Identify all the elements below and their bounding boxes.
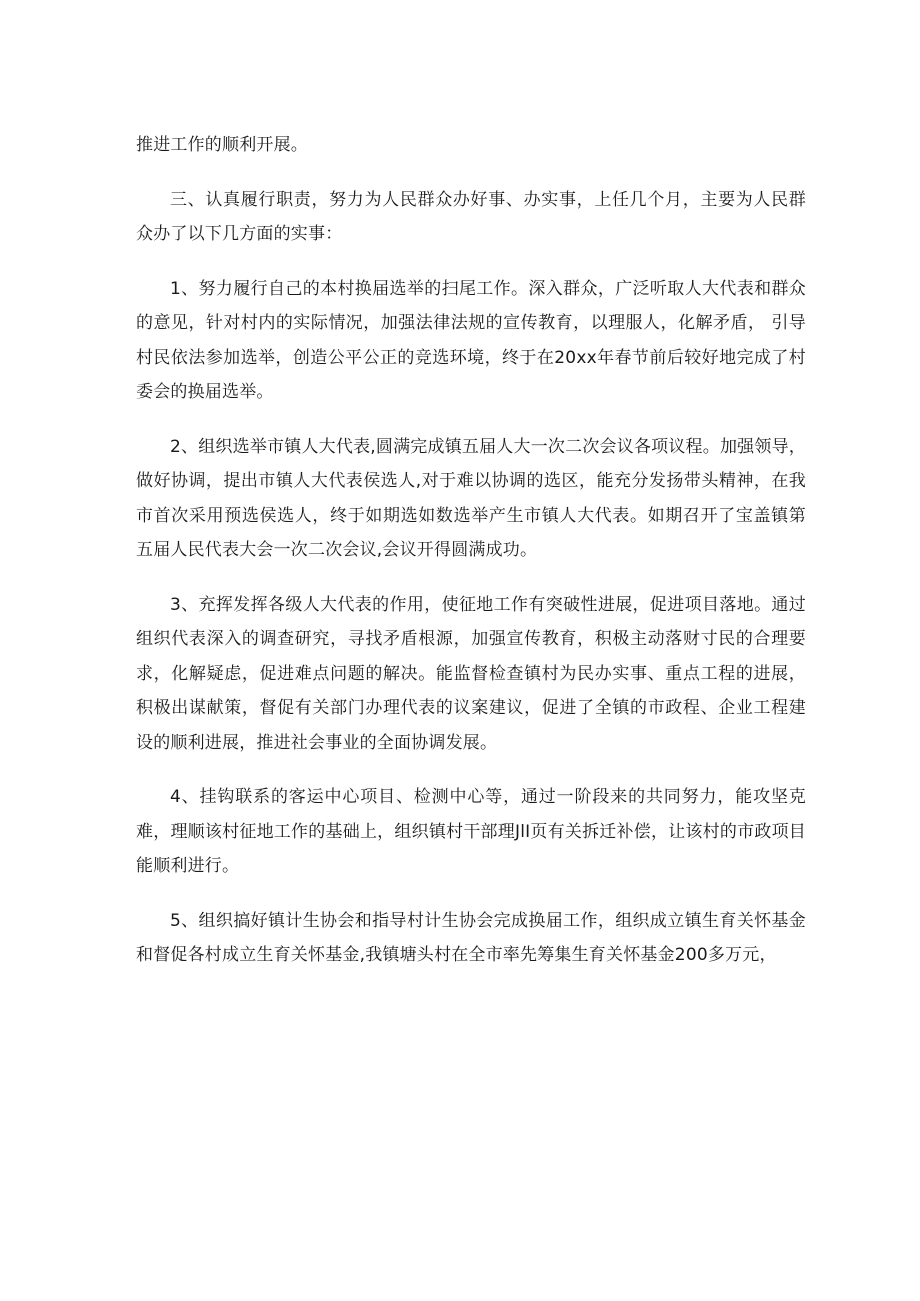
paragraph-item-4: 4、挂钩联系的客运中心项目、检测中心等，通过一阶段来的共同努力，能攻坚克难，理顺该村征地工作的基础上，组织镇村干部理JlI页有关拆迁补偿，让该村的市政项目能顺利进行。 — [136, 787, 806, 876]
paragraph-item-5: 5、组织搞好镇计生协会和指导村计生协会完成换届工作，组织成立镇生育关怀基金和督促各村成立生育关怀基金,我镇塘头村在全市率先筹集生育关怀基金200多万元， — [136, 910, 806, 965]
document-body — [136, 128, 806, 973]
paragraph-item-3: 3、充挥发挥各级人大代表的作用，使征地工作有突破性进展，促进项目落地。通过组织代表深入的调查研究，寻找矛盾根源，加强宣传教育，积极主动落财寸民的合理要求，化解疑虑，促进难点问题的解决。能监督检查镇村为民办实事、重点工程的进展，积极出谋献策，督促有关部门办理代表的议案建议，促进了全镇的市政程、企业工程建设的顺利进展，推进社会事业的全面协调发展。 — [136, 594, 806, 753]
paragraph-item-2: 2、组织选举市镇人大代表,圆满完成镇五届人大一次二次会议各项议程。加强领导，做好协调，提出市镇人大代表侯选人,对于难以协调的选区，能充分发扬带头精神，在我市首次采用预选侯选人，终于如期选如数选举产生市镇人大代表。如期召开了宝盖镇第五届人民代表大会一次二次会议,会议开得圆满成功。 — [136, 436, 806, 560]
paragraph-section-three: 三、认真履行职责，努力为人民群众办好事、办实事，上任几个月，主要为人民群众办了以下几方面的实事： — [136, 189, 806, 244]
paragraph-continuation: 推进工作的顺利开展。 — [136, 135, 308, 155]
paragraph-item-1: 1、努力履行自己的本村换届选举的扫尾工作。深入群众，广泛听取人大代表和群众的意见，针对村内的实际情况，加强法律法规的宣传教育，以理服人，化解矛盾， 引导村民依法参加选举，创造公平公正的竞选环境，终于在20xx年春节前后较好地完成了村委会的换届选举。 — [136, 278, 806, 402]
